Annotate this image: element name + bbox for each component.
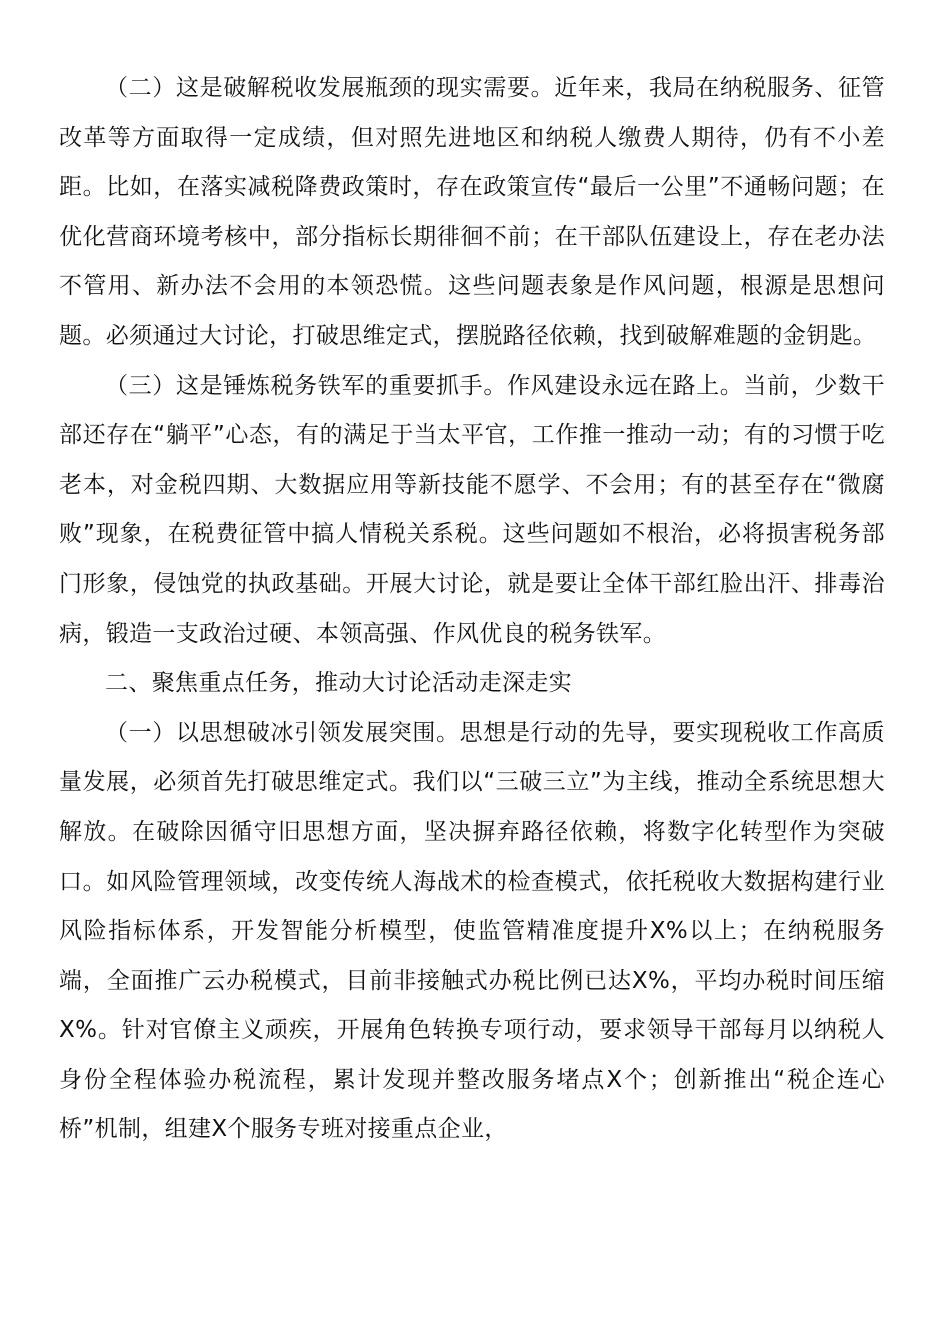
body-text [59,64,885,1155]
paragraph-section-1-item-2: （二）这是破解税收发展瓶颈的现实需要。近年来，我局在纳税服务、征管改革等方面取得一定成绩，但对照先进地区和纳税人缴费人期待，仍有不小差距。比如，在落实减税降费政策时，存在政策宣传“最后一公里”不通畅问题；在优化营商环境考核中，部分指标长期徘徊不前；在干部队伍建设上，存在老办法不管用、新办法不会用的本领恐慌。这些问题表象是作风问题，根源是思想问题。必须通过大讨论，打破思维定式，摆脱路径依赖，找到破解难题的金钥匙。 [59,75,885,349]
section-2-heading: 二、聚焦重点任务，推动大讨论活动走深走实 [105,670,572,697]
paragraph-section-2-item-1: （一）以思想破冰引领发展突围。思想是行动的先导，要实现税收工作高质量发展，必须首先打破思维定式。我们以“三破三立”为主线，推动全系统思想大解放。在破除因循守旧思想方面，坚决摒弃路径依赖，将数字化转型作为突破口。如风险管理领域，改变传统人海战术的检查模式，依托税收大数据构建行业风险指标体系，开发智能分析模型，使监管精准度提升X%以上；在纳税服务端，全面推广云办税模式，目前非接触式办税比例已达X%，平均办税时间压缩X%。针对官僚主义顽疾，开展角色转换专项行动，要求领导干部每月以纳税人身份全程体验办税流程，累计发现并整改服务堵点X个；创新推出“税企连心桥”机制，组建X个服务专班对接重点企业， [59,719,885,1143]
paragraph-section-1-item-3: （三）这是锤炼税务铁军的重要抓手。作风建设永远在路上。当前，少数干部还存在“躺平”心态，有的满足于当太平官，工作推一推动一动；有的习惯于吃老本，对金税四期、大数据应用等新技能不愿学、不会用；有的甚至存在“微腐败”现象，在税费征管中搞人情税关系税。这些问题如不根治，必将损害税务部门形象，侵蚀党的执政基础。开展大讨论，就是要让全体干部红脸出汗、排毒治病，锻造一支政治过硬、本领高强、作风优良的税务铁军。 [59,372,885,647]
